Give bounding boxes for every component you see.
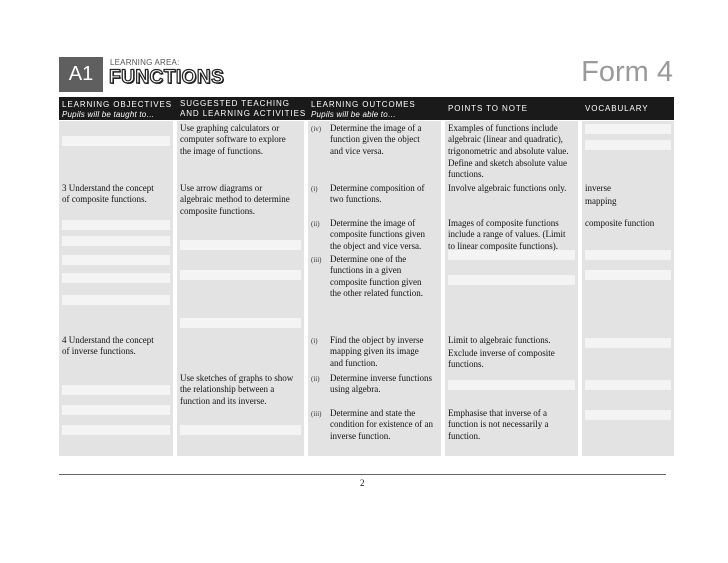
activity-text-r1: Use graphing calculators or computer software to explore the image of functions. [180, 123, 286, 156]
points-text-r7: Emphasise that inverse of a function is not necessarily a function. [448, 408, 549, 441]
objective-3: 3 Understand the concept of composite functions. [62, 183, 154, 205]
col-title: VOCABULARY [585, 103, 649, 113]
outcome-number: (i) [311, 185, 318, 193]
empty-cell [62, 295, 170, 305]
vocab-text-r3: composite function [585, 218, 655, 228]
points-text-r3: Images of composite functions include a range of values. (Limit to linear composite functions). [448, 218, 566, 251]
empty-cell [62, 273, 170, 283]
col-title: POINTS TO NOTE [448, 103, 528, 113]
empty-cell [180, 318, 301, 328]
outcome-number: (ii) [311, 375, 320, 383]
empty-cell [62, 255, 170, 265]
column-vocabulary [582, 121, 674, 456]
objective-4: 4 Understand the concept of inverse functions. [62, 335, 154, 357]
empty-cell [62, 425, 170, 435]
col-subtitle: Pupils will be able to… [311, 110, 397, 119]
points-text-r2: Involve algebraic functions only. [448, 183, 567, 193]
empty-cell [62, 405, 170, 415]
outcome-number: (iv) [311, 125, 322, 133]
empty-cell [585, 270, 671, 280]
col-header-vocabulary [585, 97, 649, 120]
empty-cell [585, 380, 671, 390]
empty-cell [448, 275, 575, 285]
outcome-text-r6: Determine inverse functions using algebra. [330, 373, 432, 395]
outcome-number: (iii) [311, 410, 322, 418]
learning-area-label: LEARNING AREA: [110, 58, 180, 67]
outcome-number: (iii) [311, 256, 322, 264]
empty-cell [62, 136, 170, 146]
form-label: Form 4 [581, 56, 673, 88]
col-title: LEARNING OBJECTIVES [62, 100, 173, 109]
outcome-text-r1: Determine the image of a function given the object and vice versa. [330, 123, 422, 156]
empty-cell [180, 425, 301, 435]
empty-cell [585, 140, 671, 150]
col-title: SUGGESTED TEACHING [180, 99, 290, 108]
col-header-activities [180, 99, 306, 122]
col-title: LEARNING OUTCOMES [311, 100, 416, 109]
empty-cell [62, 236, 170, 246]
empty-cell [448, 380, 575, 390]
footer-divider [59, 474, 666, 475]
points-text-r1b: Define and sketch absolute value functions. [448, 158, 567, 180]
empty-cell [585, 124, 671, 134]
empty-cell [180, 270, 301, 280]
outcome-text-r2: Determine composition of two functions. [330, 183, 425, 205]
section-badge: A1 [59, 57, 103, 92]
col-header-outcomes [311, 100, 416, 123]
col-header-objectives [62, 100, 172, 123]
learning-area-title: FUNCTIONS [109, 67, 225, 88]
outcome-text-r7: Determine and state the condition for existence of an inverse function. [330, 408, 433, 441]
empty-cell [62, 385, 170, 395]
activity-text-r2: Use arrow diagrams or algebraic method to determine composite functions. [180, 183, 290, 216]
points-text-r5: Limit to algebraic functions. [448, 335, 551, 345]
empty-cell [585, 250, 671, 260]
empty-cell [585, 338, 671, 348]
col-title-line2: AND LEARNING ACTIVITIES [180, 109, 307, 118]
empty-cell [180, 240, 301, 250]
col-subtitle: Pupils will be taught to… [62, 110, 155, 119]
vocab-text-r2: inverse mapping [585, 183, 617, 207]
activity-text-r6: Use sketches of graphs to show the relationship between a function and its inverse. [180, 373, 294, 406]
table-header [59, 97, 674, 120]
col-header-points [448, 97, 528, 120]
points-text-r1: Examples of functions include algebraic (linear and quadratic), trigonometric and absolute value. [448, 123, 569, 156]
outcome-text-r5: Find the object by inverse mapping given its image and function. [330, 335, 424, 368]
points-text-r5b: Exclude inverse of composite functions. [448, 348, 555, 370]
outcome-text-r3: Determine the image of composite functions given the object and vice versa. [330, 218, 425, 251]
outcome-number: (i) [311, 337, 318, 345]
empty-cell [62, 220, 170, 230]
outcome-text-r4: Determine one of the functions in a given composite function given the other related function. [330, 254, 423, 298]
empty-cell [585, 410, 671, 420]
page-number: 2 [360, 478, 365, 488]
outcome-number: (ii) [311, 220, 320, 228]
